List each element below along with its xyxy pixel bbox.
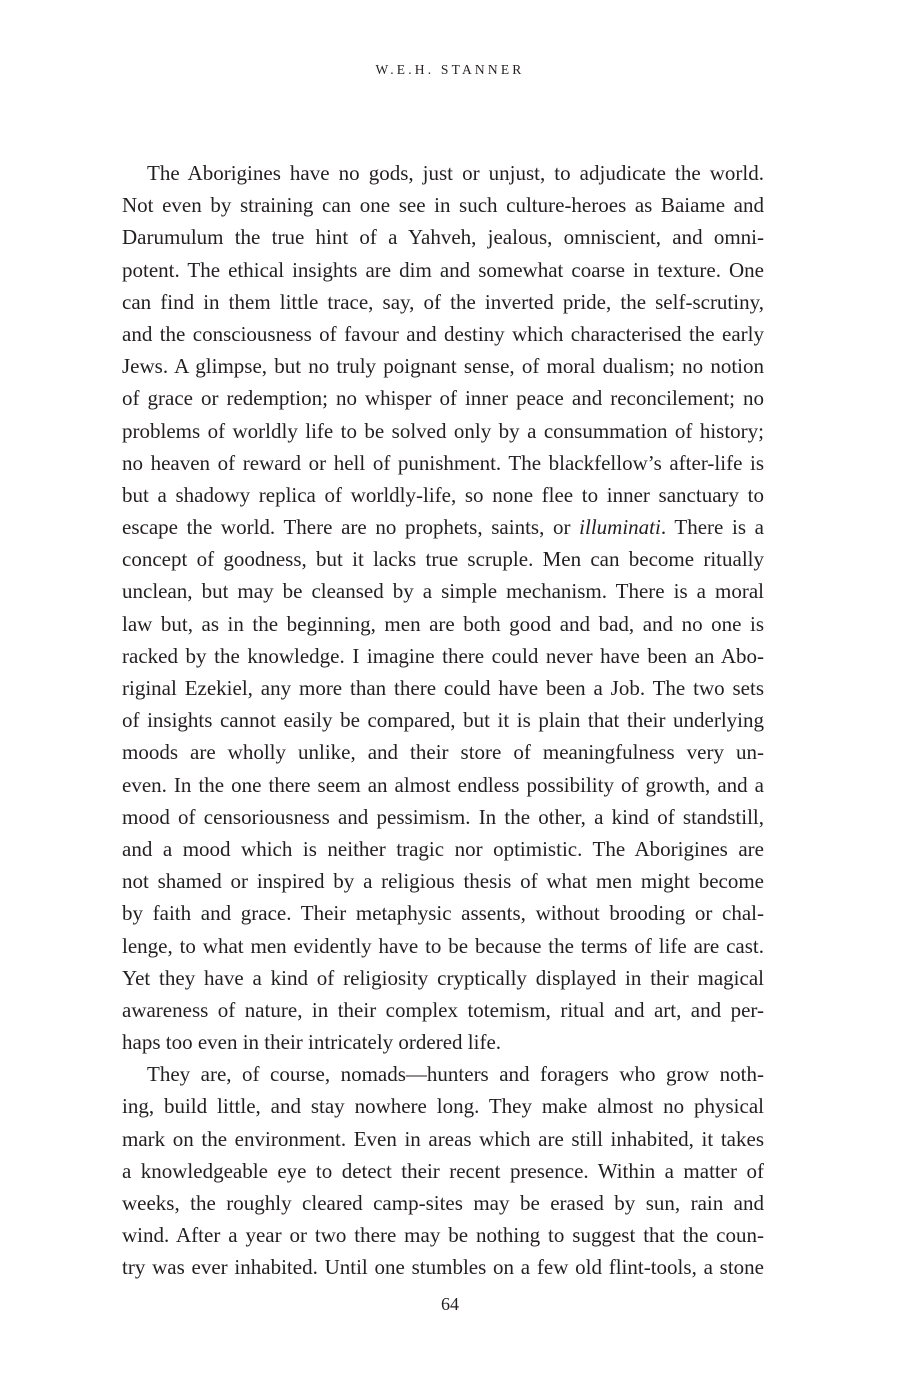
text-line: They are, of course, nomads—hunters and foragers who grow noth- [147, 1062, 764, 1087]
text-line: haps too even in their intricately ordered life. [122, 1030, 502, 1055]
text-line: weeks, the roughly cleared camp-sites may be erased by sun, rain and [122, 1191, 764, 1215]
body-text [122, 157, 764, 1284]
text-line: a knowledgeable eye to detect their recent presence. Within a matter of [122, 1158, 764, 1183]
text-line: law but, as in the beginning, men are both good and bad, and no one is [122, 611, 764, 636]
text-line: of grace or redemption; no whisper of inner peace and reconcilement; no [122, 386, 764, 411]
text-line-with-italic [122, 511, 764, 543]
running-head: W.E.H. STANNER [375, 62, 525, 77]
text-line: wind. After a year or two there may be nothing to suggest that the coun- [122, 1223, 764, 1248]
text-segment: . There is a [660, 515, 764, 540]
text-line: mark on the environment. Even in areas which are still inhabited, it takes [122, 1126, 764, 1151]
text-line: ing, build little, and stay nowhere long. They make almost no physical [122, 1094, 764, 1119]
text-line: even. In the one there seem an almost endless possibility of growth, and a [122, 772, 764, 797]
text-line: mood of censoriousness and pessimism. In the other, a kind of standstill, [122, 804, 764, 829]
text-line: potent. The ethical insights are dim and somewhat coarse in texture. One [122, 257, 764, 282]
text-line: problems of worldly life to be solved only by a consummation of history; [122, 418, 764, 443]
text-line: concept of goodness, but it lacks true scruple. Men can become ritually [122, 547, 764, 572]
text-line: Yet they have a kind of religiosity cryptically displayed in their magical [122, 965, 764, 990]
text-line: not shamed or inspired by a religious thesis of what men might become [122, 869, 764, 894]
text-line: but a shadowy replica of worldly-life, so none flee to inner sanctuary to [122, 482, 764, 507]
paragraph-1 [122, 157, 764, 1058]
text-line: and the consciousness of favour and destiny which characterised the early [122, 321, 764, 346]
text-line: Not even by straining can one see in such culture-heroes as Baiame and [122, 193, 764, 218]
text-line: can find in them little trace, say, of the inverted pride, the self-scrutiny, [122, 289, 764, 314]
text-line: by faith and grace. Their metaphysic assents, without brooding or chal- [122, 901, 764, 926]
text-line: Jews. A glimpse, but no truly poignant sense, of moral dualism; no notion [122, 354, 764, 379]
text-line: Darumulum the true hint of a Yahveh, jealous, omniscient, and omni- [122, 225, 764, 250]
text-line: unclean, but may be cleansed by a simple mechanism. There is a moral [122, 579, 764, 604]
page-number: 64 [441, 1294, 459, 1314]
text-line: try was ever inhabited. Until one stumbles on a few old flint-tools, a stone [122, 1255, 764, 1280]
paragraph-2 [122, 1058, 764, 1283]
text-line: awareness of nature, in their complex totemism, ritual and art, and per- [122, 997, 764, 1022]
text-line: racked by the knowledge. I imagine there could never have been an Abo- [122, 643, 764, 668]
text-line: The Aborigines have no gods, just or unjust, to adjudicate the world. [147, 161, 764, 185]
text-line: no heaven of reward or hell of punishment. The blackfellow’s after-life is [122, 450, 764, 475]
text-line: and a mood which is neither tragic nor optimistic. The Aborigines are [122, 836, 764, 861]
italic-term: illuminati [579, 515, 661, 540]
text-line: moods are wholly unlike, and their store of meaningfulness very un- [122, 740, 764, 765]
text-line: of insights cannot easily be compared, but it is plain that their underlying [122, 708, 764, 733]
text-line: lenge, to what men evidently have to be because the terms of life are cast. [122, 933, 764, 958]
text-segment: escape the world. There are no prophets, saints, or [122, 515, 580, 540]
text-line: riginal Ezekiel, any more than there could have been a Job. The two sets [122, 676, 764, 700]
